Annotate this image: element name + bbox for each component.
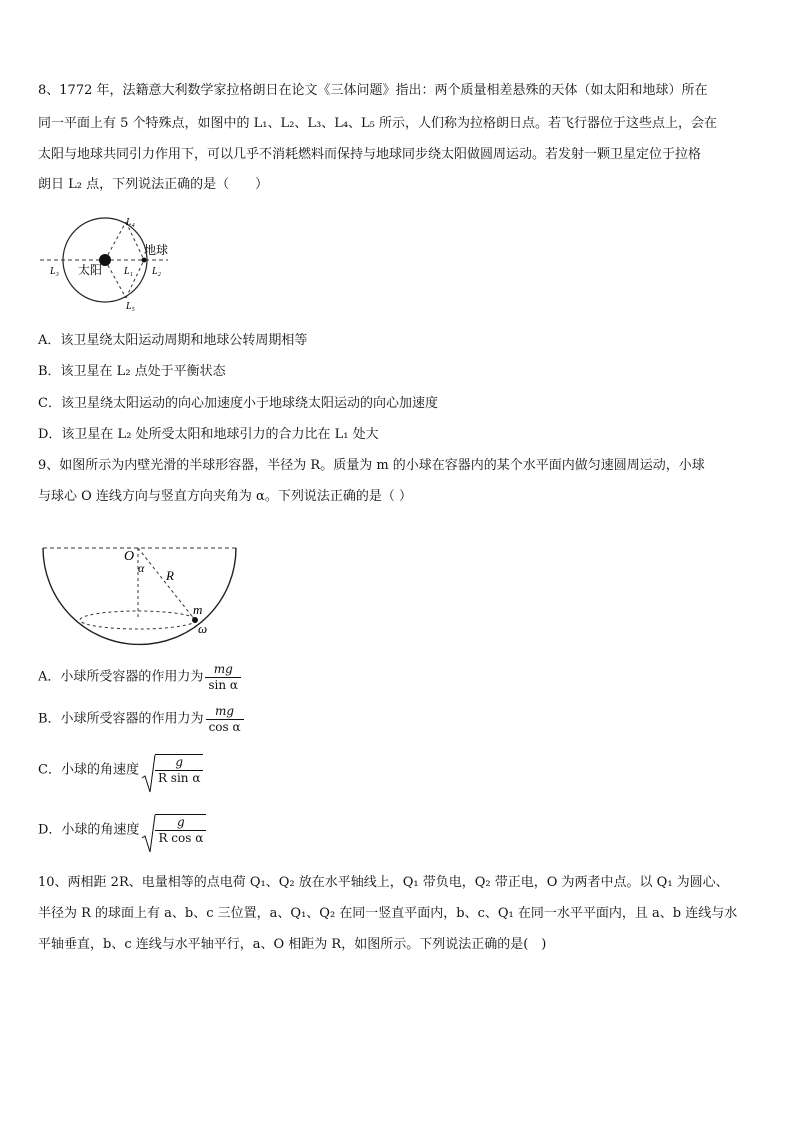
sqrt-c	[143, 754, 204, 787]
fraction-a	[205, 662, 241, 693]
q8-option-c[interactable]: C．该卫星绕太阳运动的向心加速度小于地球绕太阳运动的向心加速度	[38, 396, 438, 411]
sun-label: 太阳	[78, 263, 103, 277]
q9-option-c[interactable]	[38, 754, 203, 787]
radical-sign-icon	[141, 754, 157, 794]
earth-label: 地球	[144, 243, 169, 257]
lagrange-points-diagram	[40, 212, 190, 312]
sqrt-d-numerator: g	[177, 815, 185, 829]
q9-option-d[interactable]	[38, 814, 206, 847]
q9-option-d-text: D．小球的角速度	[38, 822, 140, 838]
q9-option-b[interactable]	[38, 704, 244, 735]
center-o-label: O	[124, 549, 135, 564]
fraction-a-numerator: mg	[213, 662, 233, 676]
l5-label: L₅	[126, 301, 136, 312]
q9-option-c-text: C．小球的角速度	[38, 762, 139, 778]
q10-stem-line-3: 平轴垂直，b、c 连线与水平轴平行，a、O 相距为 R，如图所示。下列说法正确的是( )	[38, 937, 547, 952]
omega-label: ω	[198, 621, 208, 636]
q9-stem-line-2: 与球心 O 连线方向与竖直方向夹角为 α。下列说法正确的是（ ）	[38, 489, 412, 504]
q10-stem-line-1: 10、两相距 2R、电量相等的点电荷 Q₁、Q₂ 放在水平轴线上，Q₁ 带负电，Q₂ 带正电，O 为两者中点。以 Q₁ 为圆心、	[38, 875, 729, 890]
fraction-b	[206, 704, 244, 735]
radical-sign-icon	[141, 814, 157, 854]
l4-label: L₄	[126, 217, 136, 228]
radius-r-label: R	[166, 568, 174, 583]
q8-stem-line-2: 同一平面上有 5 个特殊点，如图中的 L₁、L₂、L₃、L₄、L₅ 所示，人们称为拉格朗日点。若飞行器位于这些点上，会在	[38, 116, 718, 131]
q10-stem-line-2: 半径为 R 的球面上有 a、b、c 三位置，a、Q₁、Q₂ 在同一竖直平面内，b、c、Q₁ 在同一水平平面内，且 a、b 连线与水	[38, 906, 738, 921]
q8-stem-line-4: 朗日 L₂ 点，下列说法正确的是（ ）	[38, 177, 269, 192]
alpha-label: α	[138, 561, 145, 575]
q9-option-a[interactable]	[38, 662, 241, 693]
q9-stem-line-1: 9、如图所示为内壁光滑的半球形容器，半径为 R。质量为 m 的小球在容器内的某个水平面内做匀速圆周运动，小球	[38, 458, 705, 473]
fraction-b-denominator: cos α	[206, 719, 244, 735]
sqrt-d	[143, 814, 206, 847]
l3-label: L₃	[50, 266, 60, 277]
q8-option-b[interactable]: B．该卫星在 L₂ 点处于平衡状态	[38, 364, 226, 379]
q8-stem-line-1: 8、1772 年，法籍意大利数学家拉格朗日在论文《三体问题》指出：两个质量相差悬殊的天体（如太阳和地球）所在	[38, 83, 708, 98]
sqrt-c-denominator: R sin α	[155, 770, 204, 786]
q9-option-b-text: B．小球所受容器的作用力为	[38, 711, 204, 727]
q8-stem-line-3: 太阳与地球共同引力作用下，可以几乎不消耗燃料而保持与地球同步绕太阳做圆周运动。若发射一颗卫星定位于拉格	[38, 147, 702, 162]
mass-m-label: m	[193, 602, 203, 617]
fraction-a-denominator: sin α	[205, 677, 241, 693]
fraction-b-numerator: mg	[215, 704, 235, 718]
l1-label: L₁	[124, 266, 134, 277]
l2-label: L₂	[152, 266, 162, 277]
q9-option-a-text: A．小球所受容器的作用力为	[38, 669, 204, 685]
hemisphere-container-diagram	[38, 540, 243, 650]
sqrt-d-denominator: R cos α	[155, 830, 206, 846]
sqrt-c-numerator: g	[175, 755, 184, 769]
q8-option-d[interactable]: D．该卫星在 L₂ 处所受太阳和地球引力的合力比在 L₁ 处大	[38, 427, 379, 442]
earth-dot	[142, 258, 147, 263]
q8-option-a[interactable]: A．该卫星绕太阳运动周期和地球公转周期相等	[38, 333, 308, 348]
